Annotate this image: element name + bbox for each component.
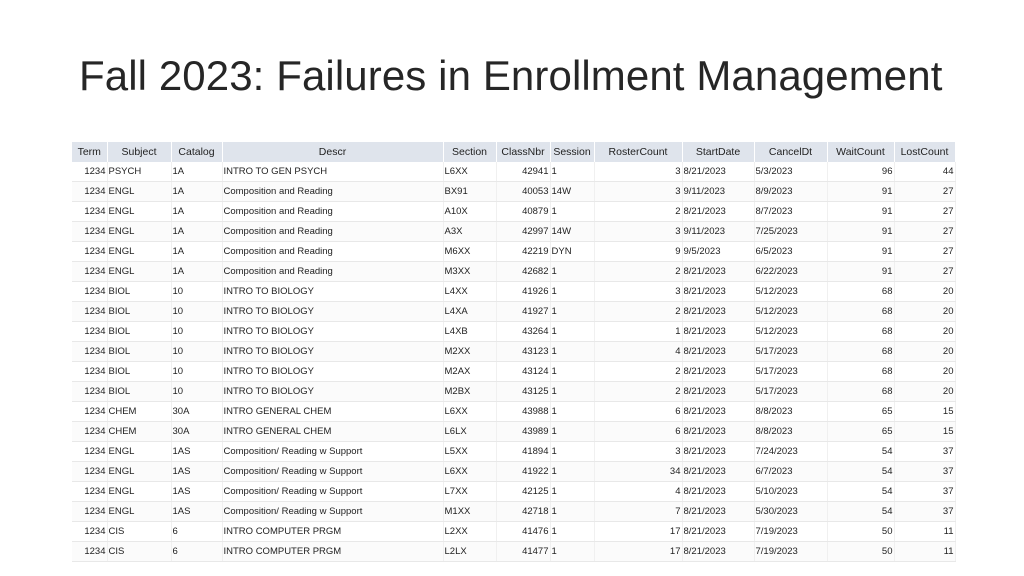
cell-rostercount: 2	[594, 302, 682, 322]
cell-canceldt: 5/17/2023	[754, 362, 827, 382]
cell-lostcount: 20	[894, 322, 955, 342]
cell-startdate: 8/21/2023	[682, 322, 754, 342]
cell-session: 1	[550, 282, 594, 302]
cell-classnbr: 41922	[496, 462, 550, 482]
cell-startdate: 9/11/2023	[682, 222, 754, 242]
table-body	[72, 162, 955, 562]
cell-subject: ENGL	[107, 482, 171, 502]
table-row	[72, 422, 955, 442]
cell-catalog: 30A	[171, 402, 222, 422]
cell-catalog: 10	[171, 282, 222, 302]
cell-rostercount: 17	[594, 522, 682, 542]
cell-lostcount: 37	[894, 462, 955, 482]
table-row	[72, 242, 955, 262]
table-row	[72, 362, 955, 382]
cell-startdate: 8/21/2023	[682, 342, 754, 362]
cell-waitcount: 65	[827, 422, 894, 442]
table-row	[72, 482, 955, 502]
cell-startdate: 8/21/2023	[682, 462, 754, 482]
cell-section: M3XX	[443, 262, 496, 282]
cell-rostercount: 2	[594, 382, 682, 402]
cell-session: 1	[550, 342, 594, 362]
cell-descr: INTRO COMPUTER PRGM	[222, 522, 443, 542]
cell-subject: BIOL	[107, 342, 171, 362]
cell-subject: BIOL	[107, 282, 171, 302]
cell-subject: ENGL	[107, 182, 171, 202]
table-row	[72, 202, 955, 222]
column-header: Subject	[107, 142, 171, 162]
cell-canceldt: 6/7/2023	[754, 462, 827, 482]
cell-subject: ENGL	[107, 222, 171, 242]
cell-canceldt: 7/19/2023	[754, 522, 827, 542]
table-row	[72, 222, 955, 242]
cell-section: L6XX	[443, 402, 496, 422]
table-row	[72, 542, 955, 562]
cell-rostercount: 4	[594, 482, 682, 502]
cell-waitcount: 54	[827, 482, 894, 502]
cell-term: 1234	[72, 462, 107, 482]
cell-term: 1234	[72, 362, 107, 382]
cell-term: 1234	[72, 322, 107, 342]
cell-term: 1234	[72, 222, 107, 242]
cell-section: L4XX	[443, 282, 496, 302]
column-header: WaitCount	[827, 142, 894, 162]
cell-section: A10X	[443, 202, 496, 222]
cell-rostercount: 3	[594, 182, 682, 202]
table-row	[72, 522, 955, 542]
cell-canceldt: 8/7/2023	[754, 202, 827, 222]
cell-subject: PSYCH	[107, 162, 171, 182]
cell-section: L7XX	[443, 482, 496, 502]
cell-descr: Composition/ Reading w Support	[222, 462, 443, 482]
cell-section: M2BX	[443, 382, 496, 402]
cell-waitcount: 91	[827, 222, 894, 242]
cell-catalog: 1A	[171, 242, 222, 262]
cell-section: L4XB	[443, 322, 496, 342]
column-header: StartDate	[682, 142, 754, 162]
cell-waitcount: 54	[827, 442, 894, 462]
table-row	[72, 302, 955, 322]
cell-canceldt: 6/5/2023	[754, 242, 827, 262]
table-row	[72, 162, 955, 182]
cell-startdate: 8/21/2023	[682, 162, 754, 182]
cell-startdate: 8/21/2023	[682, 502, 754, 522]
cell-descr: Composition and Reading	[222, 242, 443, 262]
cell-catalog: 10	[171, 362, 222, 382]
cell-classnbr: 41926	[496, 282, 550, 302]
cell-catalog: 10	[171, 342, 222, 362]
cell-descr: INTRO TO BIOLOGY	[222, 302, 443, 322]
cell-canceldt: 6/22/2023	[754, 262, 827, 282]
cell-session: 1	[550, 162, 594, 182]
cell-classnbr: 40879	[496, 202, 550, 222]
cell-session: 1	[550, 402, 594, 422]
cell-waitcount: 68	[827, 282, 894, 302]
cell-catalog: 10	[171, 322, 222, 342]
slide-title: Fall 2023: Failures in Enrollment Management	[79, 52, 943, 99]
cell-catalog: 1A	[171, 262, 222, 282]
cell-lostcount: 20	[894, 362, 955, 382]
cell-descr: INTRO GENERAL CHEM	[222, 422, 443, 442]
cell-term: 1234	[72, 522, 107, 542]
cell-lostcount: 27	[894, 222, 955, 242]
cell-descr: Composition/ Reading w Support	[222, 442, 443, 462]
table-header-row	[72, 142, 955, 162]
cell-session: 1	[550, 502, 594, 522]
cell-section: L2XX	[443, 522, 496, 542]
column-header: Descr	[222, 142, 443, 162]
cell-session: 1	[550, 262, 594, 282]
cell-section: M2AX	[443, 362, 496, 382]
cell-lostcount: 20	[894, 382, 955, 402]
cell-session: 1	[550, 302, 594, 322]
cell-rostercount: 3	[594, 442, 682, 462]
column-header: Section	[443, 142, 496, 162]
cell-startdate: 8/21/2023	[682, 302, 754, 322]
cell-descr: INTRO TO GEN PSYCH	[222, 162, 443, 182]
cell-session: DYN	[550, 242, 594, 262]
cell-startdate: 8/21/2023	[682, 382, 754, 402]
cell-canceldt: 5/17/2023	[754, 342, 827, 362]
cell-section: L4XA	[443, 302, 496, 322]
cell-subject: ENGL	[107, 442, 171, 462]
cell-catalog: 1AS	[171, 462, 222, 482]
cell-waitcount: 50	[827, 542, 894, 562]
cell-descr: INTRO TO BIOLOGY	[222, 282, 443, 302]
cell-startdate: 8/21/2023	[682, 482, 754, 502]
cell-classnbr: 43125	[496, 382, 550, 402]
cell-waitcount: 54	[827, 462, 894, 482]
cell-lostcount: 27	[894, 202, 955, 222]
cell-descr: Composition and Reading	[222, 262, 443, 282]
table-row	[72, 462, 955, 482]
column-header: Term	[72, 142, 107, 162]
cell-startdate: 8/21/2023	[682, 202, 754, 222]
cell-subject: BIOL	[107, 302, 171, 322]
cell-classnbr: 40053	[496, 182, 550, 202]
cell-session: 1	[550, 322, 594, 342]
cell-classnbr: 41894	[496, 442, 550, 462]
cell-startdate: 8/21/2023	[682, 402, 754, 422]
cell-classnbr: 41927	[496, 302, 550, 322]
cell-lostcount: 27	[894, 242, 955, 262]
cell-lostcount: 11	[894, 522, 955, 542]
cell-session: 1	[550, 542, 594, 562]
cell-section: M1XX	[443, 502, 496, 522]
cell-descr: Composition/ Reading w Support	[222, 502, 443, 522]
cell-term: 1234	[72, 502, 107, 522]
cell-rostercount: 2	[594, 202, 682, 222]
cell-classnbr: 42682	[496, 262, 550, 282]
cell-term: 1234	[72, 262, 107, 282]
cell-subject: BIOL	[107, 322, 171, 342]
cell-canceldt: 5/12/2023	[754, 322, 827, 342]
cell-rostercount: 1	[594, 322, 682, 342]
cell-session: 1	[550, 202, 594, 222]
cell-startdate: 8/21/2023	[682, 542, 754, 562]
cell-section: M2XX	[443, 342, 496, 362]
cell-lostcount: 20	[894, 302, 955, 322]
cell-waitcount: 65	[827, 402, 894, 422]
cell-catalog: 6	[171, 542, 222, 562]
column-header: CancelDt	[754, 142, 827, 162]
cell-rostercount: 3	[594, 282, 682, 302]
cell-term: 1234	[72, 382, 107, 402]
cell-canceldt: 7/19/2023	[754, 542, 827, 562]
table-row	[72, 402, 955, 422]
cell-classnbr: 43264	[496, 322, 550, 342]
table-row	[72, 182, 955, 202]
cell-session: 1	[550, 422, 594, 442]
cell-startdate: 8/21/2023	[682, 442, 754, 462]
cell-rostercount: 6	[594, 402, 682, 422]
cell-session: 1	[550, 462, 594, 482]
cell-classnbr: 42941	[496, 162, 550, 182]
cell-rostercount: 3	[594, 162, 682, 182]
cell-waitcount: 68	[827, 362, 894, 382]
cell-term: 1234	[72, 302, 107, 322]
cell-session: 14W	[550, 222, 594, 242]
cell-classnbr: 43988	[496, 402, 550, 422]
cell-canceldt: 5/17/2023	[754, 382, 827, 402]
cell-lostcount: 37	[894, 482, 955, 502]
cell-canceldt: 5/30/2023	[754, 502, 827, 522]
column-header: RosterCount	[594, 142, 682, 162]
cell-classnbr: 41477	[496, 542, 550, 562]
cell-lostcount: 15	[894, 422, 955, 442]
cell-canceldt: 5/10/2023	[754, 482, 827, 502]
column-header: Catalog	[171, 142, 222, 162]
cell-descr: Composition and Reading	[222, 182, 443, 202]
cell-catalog: 1A	[171, 202, 222, 222]
cell-subject: BIOL	[107, 382, 171, 402]
cell-waitcount: 96	[827, 162, 894, 182]
cell-session: 1	[550, 522, 594, 542]
cell-descr: INTRO TO BIOLOGY	[222, 362, 443, 382]
cell-descr: INTRO TO BIOLOGY	[222, 322, 443, 342]
cell-lostcount: 44	[894, 162, 955, 182]
cell-subject: ENGL	[107, 202, 171, 222]
cell-waitcount: 68	[827, 322, 894, 342]
cell-term: 1234	[72, 282, 107, 302]
cell-catalog: 1A	[171, 182, 222, 202]
cell-rostercount: 3	[594, 222, 682, 242]
cell-waitcount: 68	[827, 302, 894, 322]
cell-term: 1234	[72, 242, 107, 262]
table-row	[72, 322, 955, 342]
table-row	[72, 282, 955, 302]
cell-classnbr: 43989	[496, 422, 550, 442]
cell-lostcount: 37	[894, 502, 955, 522]
cell-canceldt: 5/3/2023	[754, 162, 827, 182]
cell-classnbr: 42219	[496, 242, 550, 262]
cell-startdate: 8/21/2023	[682, 522, 754, 542]
cell-section: A3X	[443, 222, 496, 242]
cell-waitcount: 54	[827, 502, 894, 522]
column-header: ClassNbr	[496, 142, 550, 162]
cell-classnbr: 42718	[496, 502, 550, 522]
cell-canceldt: 8/8/2023	[754, 422, 827, 442]
cell-subject: CHEM	[107, 422, 171, 442]
cell-section: L5XX	[443, 442, 496, 462]
cell-waitcount: 91	[827, 242, 894, 262]
table-row	[72, 442, 955, 462]
cell-classnbr: 41476	[496, 522, 550, 542]
cell-catalog: 10	[171, 302, 222, 322]
cell-descr: INTRO GENERAL CHEM	[222, 402, 443, 422]
cell-term: 1234	[72, 202, 107, 222]
cell-catalog: 6	[171, 522, 222, 542]
cell-canceldt: 7/24/2023	[754, 442, 827, 462]
cell-catalog: 10	[171, 382, 222, 402]
cell-waitcount: 91	[827, 262, 894, 282]
cell-subject: ENGL	[107, 462, 171, 482]
cell-subject: BIOL	[107, 362, 171, 382]
cell-session: 14W	[550, 182, 594, 202]
cell-rostercount: 17	[594, 542, 682, 562]
cell-waitcount: 68	[827, 382, 894, 402]
cell-subject: CHEM	[107, 402, 171, 422]
cell-rostercount: 2	[594, 362, 682, 382]
cell-classnbr: 43124	[496, 362, 550, 382]
cell-section: L6LX	[443, 422, 496, 442]
cell-subject: ENGL	[107, 262, 171, 282]
cell-catalog: 1AS	[171, 442, 222, 462]
cell-subject: ENGL	[107, 502, 171, 522]
cell-startdate: 8/21/2023	[682, 362, 754, 382]
cell-classnbr: 43123	[496, 342, 550, 362]
cell-startdate: 9/5/2023	[682, 242, 754, 262]
cell-session: 1	[550, 382, 594, 402]
table-row	[72, 342, 955, 362]
cell-catalog: 1AS	[171, 482, 222, 502]
cell-canceldt: 5/12/2023	[754, 302, 827, 322]
cell-rostercount: 2	[594, 262, 682, 282]
cell-descr: INTRO COMPUTER PRGM	[222, 542, 443, 562]
cell-term: 1234	[72, 422, 107, 442]
cell-rostercount: 34	[594, 462, 682, 482]
cell-rostercount: 6	[594, 422, 682, 442]
cell-descr: INTRO TO BIOLOGY	[222, 382, 443, 402]
cell-lostcount: 15	[894, 402, 955, 422]
cell-canceldt: 7/25/2023	[754, 222, 827, 242]
cell-term: 1234	[72, 342, 107, 362]
cell-catalog: 1A	[171, 162, 222, 182]
cell-rostercount: 4	[594, 342, 682, 362]
cell-rostercount: 7	[594, 502, 682, 522]
cell-catalog: 30A	[171, 422, 222, 442]
cell-descr: Composition/ Reading w Support	[222, 482, 443, 502]
table-row	[72, 382, 955, 402]
cell-subject: CIS	[107, 542, 171, 562]
cell-lostcount: 27	[894, 182, 955, 202]
cell-subject: ENGL	[107, 242, 171, 262]
table-row	[72, 262, 955, 282]
enrollment-table	[72, 142, 956, 562]
cell-waitcount: 50	[827, 522, 894, 542]
cell-session: 1	[550, 442, 594, 462]
cell-lostcount: 37	[894, 442, 955, 462]
cell-canceldt: 8/8/2023	[754, 402, 827, 422]
column-header: Session	[550, 142, 594, 162]
cell-lostcount: 27	[894, 262, 955, 282]
cell-lostcount: 11	[894, 542, 955, 562]
cell-term: 1234	[72, 482, 107, 502]
cell-session: 1	[550, 482, 594, 502]
cell-term: 1234	[72, 442, 107, 462]
cell-startdate: 8/21/2023	[682, 262, 754, 282]
cell-section: BX91	[443, 182, 496, 202]
cell-session: 1	[550, 362, 594, 382]
cell-subject: CIS	[107, 522, 171, 542]
cell-descr: Composition and Reading	[222, 222, 443, 242]
cell-startdate: 9/11/2023	[682, 182, 754, 202]
cell-waitcount: 91	[827, 182, 894, 202]
cell-term: 1234	[72, 162, 107, 182]
cell-canceldt: 5/12/2023	[754, 282, 827, 302]
cell-section: L6XX	[443, 462, 496, 482]
cell-catalog: 1A	[171, 222, 222, 242]
cell-rostercount: 9	[594, 242, 682, 262]
cell-waitcount: 91	[827, 202, 894, 222]
cell-lostcount: 20	[894, 282, 955, 302]
cell-classnbr: 42125	[496, 482, 550, 502]
cell-descr: INTRO TO BIOLOGY	[222, 342, 443, 362]
cell-section: L2LX	[443, 542, 496, 562]
cell-startdate: 8/21/2023	[682, 282, 754, 302]
cell-term: 1234	[72, 402, 107, 422]
cell-section: L6XX	[443, 162, 496, 182]
table-row	[72, 502, 955, 522]
cell-term: 1234	[72, 182, 107, 202]
cell-waitcount: 68	[827, 342, 894, 362]
cell-section: M6XX	[443, 242, 496, 262]
cell-descr: Composition and Reading	[222, 202, 443, 222]
cell-term: 1234	[72, 542, 107, 562]
cell-lostcount: 20	[894, 342, 955, 362]
cell-startdate: 8/21/2023	[682, 422, 754, 442]
cell-canceldt: 8/9/2023	[754, 182, 827, 202]
column-header: LostCount	[894, 142, 955, 162]
cell-catalog: 1AS	[171, 502, 222, 522]
cell-classnbr: 42997	[496, 222, 550, 242]
